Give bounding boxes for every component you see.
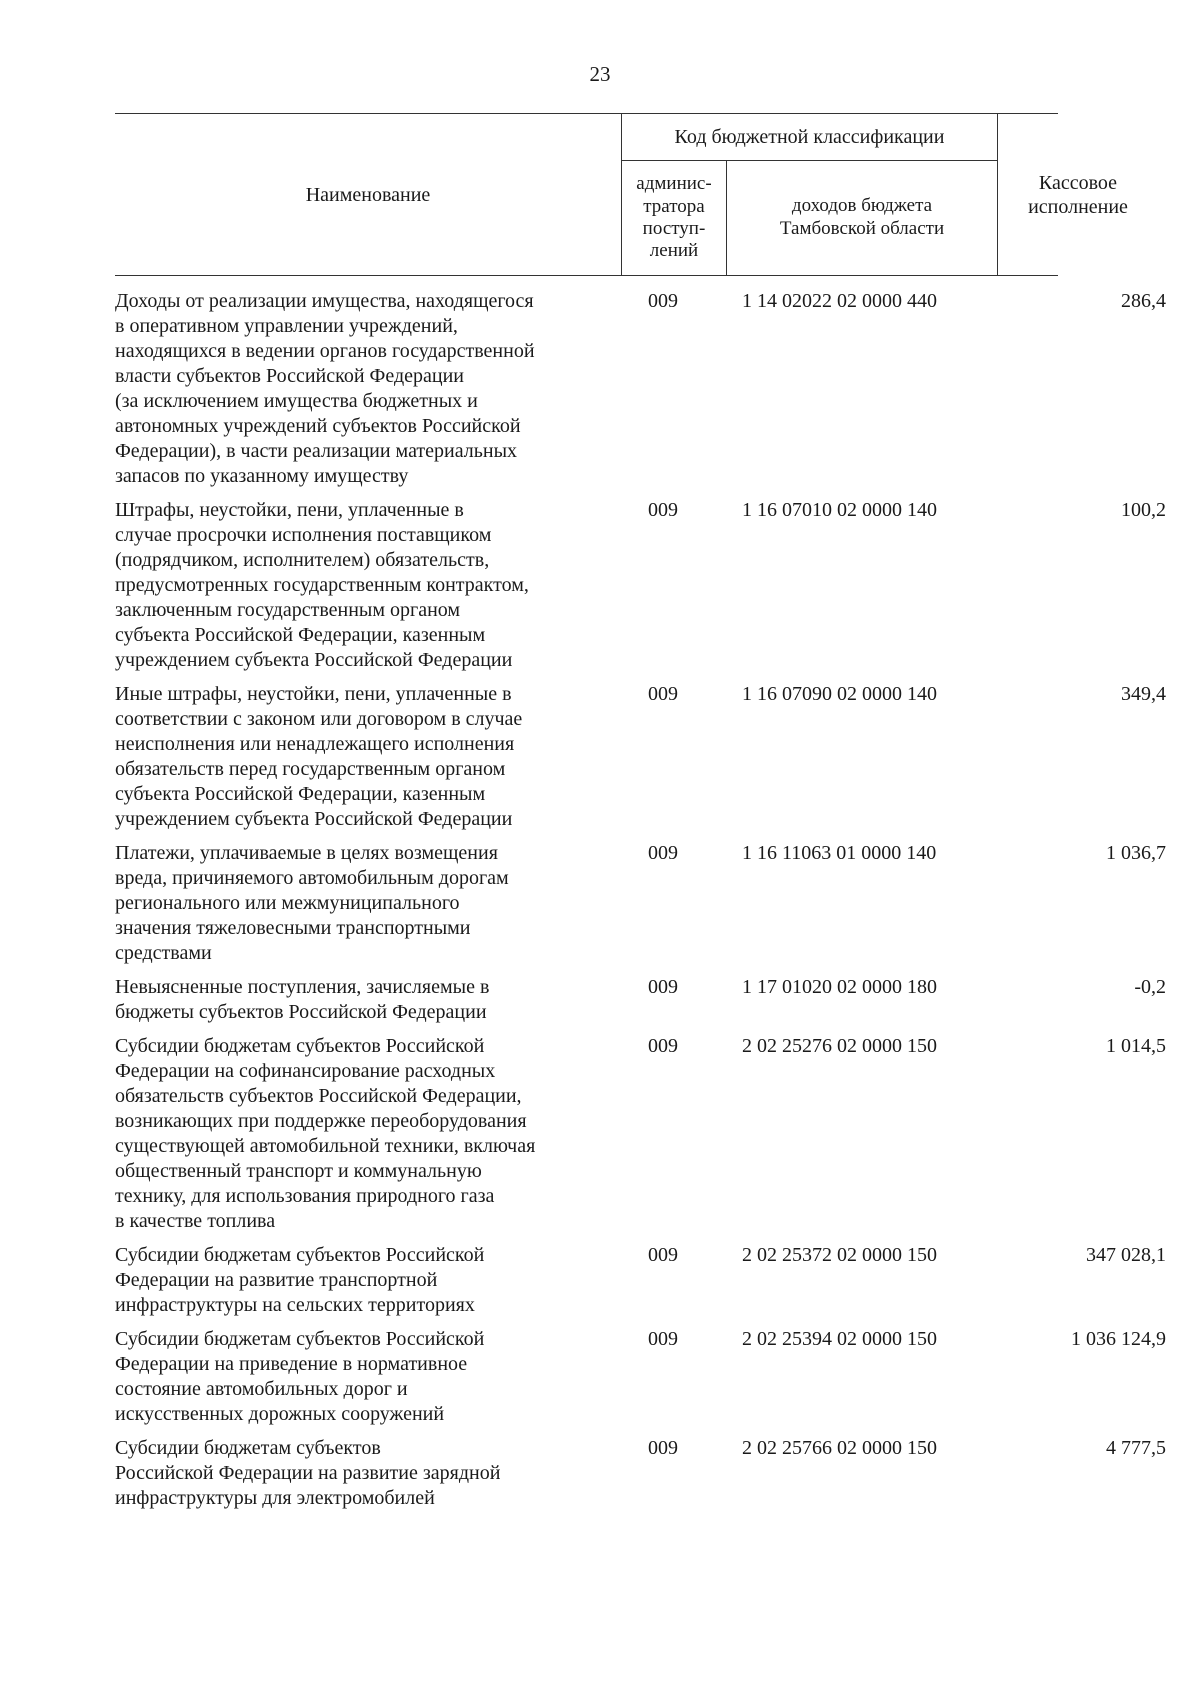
row-cash-execution: 347 028,1: [1086, 1244, 1166, 1266]
row-budget-code: 1 16 11063 01 0000 140: [742, 842, 937, 864]
row-cash-execution: 1 036 124,9: [1071, 1328, 1166, 1350]
header-regional-budget-income: доходов бюджета Тамбовской области: [727, 161, 998, 275]
row-name: Штрафы, неустойки, пени, уплаченные в случае просрочки исполнения поставщиком (подрядчиком, исполнителем) обязательств, предусмотренных государственным контрактом, заключенным государственным органом субъекта Российской Федерации, казенным учреждением субъекта Российской Федерации: [115, 499, 529, 671]
row-name: Иные штрафы, неустойки, пени, уплаченные в соответствии с законом или договором в случае неисполнения или ненадлежащего исполнения обязательств перед государственным органом субъекта Российской Федерации, казенным учреждением субъекта Российской Федерации: [115, 683, 523, 830]
row-name: Субсидии бюджетам субъектов Российской Федерации на развитие зарядной инфраструктуры для электромобилей: [115, 1437, 501, 1509]
row-cash-execution: 4 777,5: [1106, 1437, 1166, 1459]
row-name: Доходы от реализации имущества, находящегося в оперативном управлении учреждений, находящихся в ведении органов государственной власти субъектов Российской Федерации (за исключением имущества бюджетных и автономных учреждений субъектов Российской Федерации), в части реализации материальных запасов по указанному имуществу: [115, 290, 535, 487]
table-row: [115, 1327, 1166, 1427]
row-name: Платежи, уплачиваемые в целях возмещения вреда, причиняемого автомобильным дорогам регионального или межмуниципального значения тяжеловесными транспортными средствами: [115, 842, 509, 964]
row-budget-code: 1 17 01020 02 0000 180: [742, 976, 937, 998]
row-cash-execution: -0,2: [1134, 976, 1166, 998]
row-cash-execution: 100,2: [1121, 499, 1166, 521]
table-row: [115, 841, 1166, 966]
table-header: [115, 113, 1128, 276]
row-admin-code: 009: [648, 1035, 678, 1057]
row-admin-code: 009: [648, 842, 678, 864]
row-admin-code: 009: [648, 499, 678, 521]
page-number: 23: [589, 62, 611, 86]
table-row: [115, 289, 1166, 489]
row-name: Невыясненные поступления, зачисляемые в бюджеты субъектов Российской Федерации: [115, 976, 490, 1023]
row-budget-code: 2 02 25276 02 0000 150: [742, 1035, 937, 1057]
header-name: Наименование: [115, 114, 622, 275]
header-cash-execution: Кассовое исполнение: [1028, 171, 1128, 218]
row-budget-code: 2 02 25372 02 0000 150: [742, 1244, 937, 1266]
header-budget-classification-code: Код бюджетной классификации: [622, 114, 998, 161]
row-admin-code: 009: [648, 290, 678, 312]
row-name: Субсидии бюджетам субъектов Российской Федерации на софинансирование расходных обязательств субъектов Российской Федерации, возникающих при поддержке переоборудования существующей автомобильной техники, включая общественный транспорт и коммунальную технику, для использования природного газа в качестве топлива: [115, 1035, 536, 1232]
row-budget-code: 1 16 07090 02 0000 140: [742, 683, 937, 705]
row-admin-code: 009: [648, 976, 678, 998]
row-cash-execution: 1 036,7: [1106, 842, 1166, 864]
row-cash-execution: 1 014,5: [1106, 1035, 1166, 1057]
table-row: [115, 682, 1166, 832]
table-row: [115, 975, 1166, 1025]
table-row: [115, 498, 1166, 673]
row-admin-code: 009: [648, 683, 678, 705]
header-revenue-administrator: админис- тратора поступ- лений: [622, 161, 727, 275]
row-admin-code: 009: [648, 1244, 678, 1266]
table-row: [115, 1243, 1166, 1318]
row-admin-code: 009: [648, 1437, 678, 1459]
row-budget-code: 2 02 25394 02 0000 150: [742, 1328, 937, 1350]
row-budget-code: 1 14 02022 02 0000 440: [742, 290, 937, 312]
row-admin-code: 009: [648, 1328, 678, 1350]
row-cash-execution: 349,4: [1121, 683, 1166, 705]
table-body: [115, 289, 1166, 1520]
table-row: [115, 1034, 1166, 1234]
row-name: Субсидии бюджетам субъектов Российской Федерации на развитие транспортной инфраструктуры на сельских территориях: [115, 1244, 485, 1316]
row-budget-code: 1 16 07010 02 0000 140: [742, 499, 937, 521]
row-cash-execution: 286,4: [1121, 290, 1166, 312]
table-row: [115, 1436, 1166, 1511]
row-budget-code: 2 02 25766 02 0000 150: [742, 1437, 937, 1459]
row-name: Субсидии бюджетам субъектов Российской Федерации на приведение в нормативное состояние автомобильных дорог и искусственных дорожных сооружений: [115, 1328, 485, 1425]
